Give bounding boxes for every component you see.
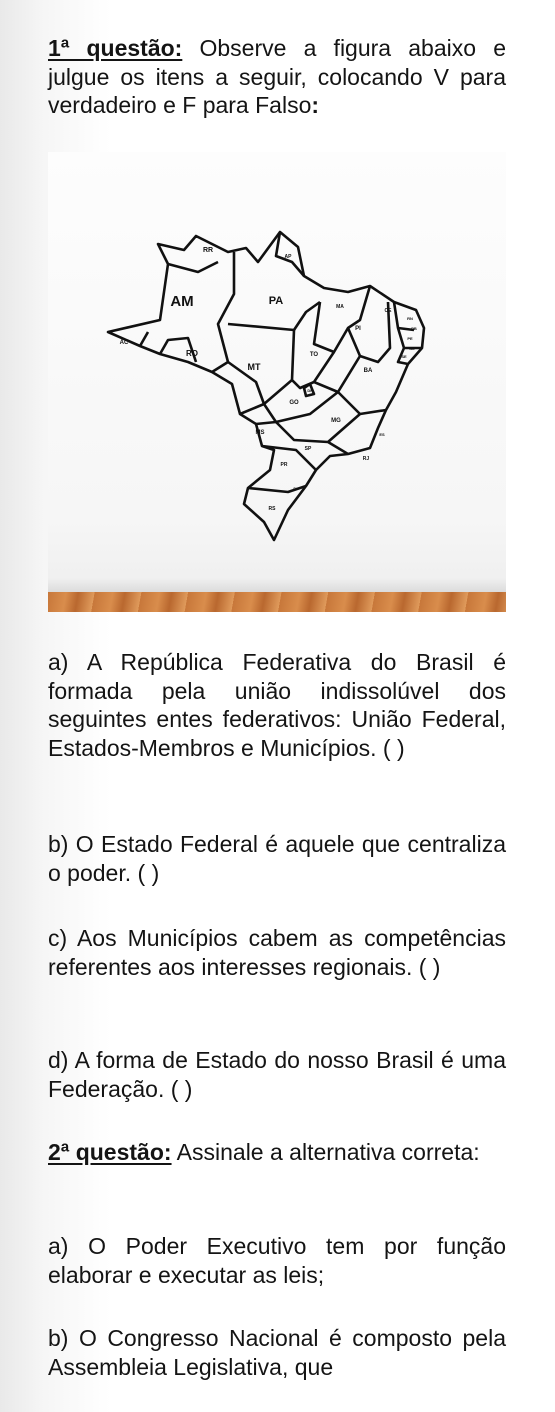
map-label-rr: RR [202, 247, 214, 254]
brazil-map-figure [48, 152, 506, 612]
map-label-al: AL [409, 346, 415, 351]
map-label-pa: PA [268, 295, 284, 307]
map-label-mt: MT [247, 362, 261, 372]
map-label-rj: RJ [362, 456, 370, 462]
map-label-pe: PE [407, 336, 413, 341]
map-outline [108, 232, 424, 540]
border-ma [314, 286, 370, 352]
question-1-heading [48, 34, 506, 120]
map-label-sc: SC [293, 486, 299, 491]
question-2-option-a: a) O Poder Executivo tem por função elaborar e executar as leis; [48, 1233, 506, 1288]
item-d: d) A forma de Estado do nosso Brasil é uma Federação. ( ) [48, 1047, 506, 1102]
map-label-ro: RO [186, 349, 198, 358]
map-label-rn: RN [407, 316, 413, 321]
border-rr [168, 262, 218, 272]
border-to [292, 330, 334, 388]
map-label-ap: AP [284, 254, 292, 260]
map-label-to: TO [309, 352, 319, 358]
map-label-go: GO [289, 400, 299, 406]
item-a: a) A República Federativa do Brasil é formada pela união indissolúvel dos seguintes entes federativos: União Federal, Estados-Membros e Municípios. ( ) [48, 649, 506, 761]
map-label-am: AM [170, 293, 194, 310]
border-am-pa [218, 252, 234, 362]
map-label-rs: RS [268, 506, 276, 512]
map-label-sp: SP [304, 446, 312, 452]
map-label-es: ES [379, 432, 385, 437]
question-2-heading [48, 1138, 506, 1167]
map-label-ac: AC [119, 340, 129, 346]
brazil-map [48, 152, 506, 612]
map-label-pb: PB [411, 326, 417, 331]
map-label-se: SE [401, 354, 407, 359]
floor-shadow [48, 578, 506, 592]
map-label-pr: PR [280, 462, 288, 468]
border-go-mg [264, 392, 338, 422]
map-label-ba: BA [363, 368, 373, 374]
map-label-df: DF [307, 388, 313, 393]
question-1-colon: : [311, 92, 320, 118]
item-b: b) O Estado Federal é aquele que centraliza o poder. ( ) [48, 831, 506, 886]
map-label-ms: MS [255, 430, 265, 436]
wooden-floor [48, 592, 506, 612]
question-1-text: Observe a figura abaixo e julgue os itens a seguir, colocando V para verdadeiro e F para Falso [48, 35, 506, 118]
question-2-text: Assinale a alternativa correta: [171, 1139, 480, 1165]
question-1-label: 1ª questão: [48, 35, 183, 61]
map-label-ce: CE [384, 308, 392, 314]
question-2-option-b: b) O Congresso Nacional é composto pela Assembleia Legislativa, que [48, 1325, 506, 1380]
question-2-label: 2ª questão: [48, 1139, 172, 1165]
item-c: c) Aos Municípios cabem as competências referentes aos interesses regionais. ( ) [48, 925, 506, 980]
map-label-ma: MA [336, 304, 344, 310]
map-label-pi: PI [355, 326, 361, 332]
map-label-mg: MG [331, 418, 341, 424]
